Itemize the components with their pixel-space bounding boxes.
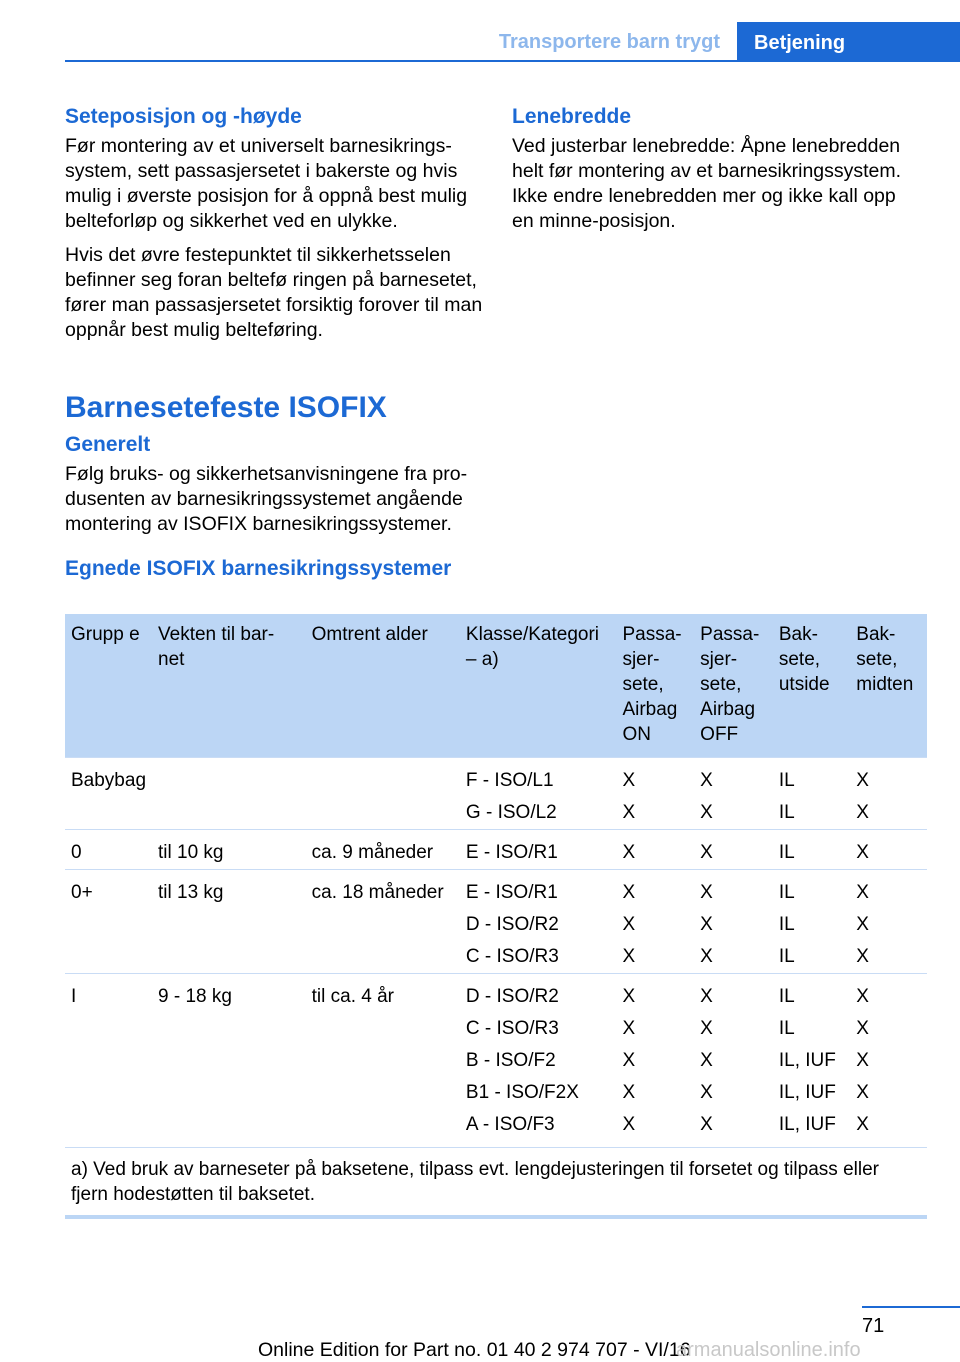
table-cell-age: ca. 18 måneder	[306, 870, 460, 974]
table-cell-on	[616, 758, 694, 830]
table-cell-out	[773, 758, 850, 830]
page-number: 71	[862, 1315, 885, 1337]
table-cell-out	[773, 870, 850, 974]
table-cell-group: I	[65, 974, 152, 1148]
table-cell-line: IL, IUF	[778, 1050, 836, 1071]
header-cell: Passa- sjer- sete, Airbag OFF	[694, 614, 773, 758]
table-cell-line: X	[700, 882, 713, 903]
table-cell-line: C - ISO/R3	[465, 1018, 559, 1039]
table-cell-line: X	[700, 1050, 713, 1071]
table-cell-age	[306, 758, 460, 830]
table-cell-off	[694, 870, 773, 974]
table-cell-line: X	[856, 914, 869, 935]
table-cell-weight	[152, 758, 306, 830]
table-cell-line: IL	[778, 882, 795, 903]
table-cell-line: X	[700, 1018, 713, 1039]
table-cell-line: X	[622, 802, 636, 823]
header-cell: Klasse/Kategori – a)	[460, 614, 617, 758]
heading-backrest-width: Lenebredde	[512, 105, 632, 128]
heading-seat-position: Seteposisjon og -høyde	[65, 105, 302, 128]
left-column	[65, 104, 485, 352]
table-cell-line: IL	[778, 1018, 795, 1039]
table-cell-line: IL	[778, 770, 795, 791]
table-cell-line: X	[856, 1114, 869, 1135]
watermark: armanualsonline.info	[676, 1339, 861, 1361]
table-cell-line: E - ISO/R1	[465, 842, 558, 863]
table-cell-line: X	[856, 770, 869, 791]
table-cell-out	[773, 974, 850, 1148]
table-cell-weight: til 10 kg	[152, 830, 306, 870]
table-cell-group: 0	[65, 830, 152, 870]
table-footnote-row	[65, 1148, 927, 1218]
header-tab[interactable]: Betjening	[737, 22, 960, 62]
paragraph-general: Følg bruks- og sikkerhetsanvisningene fra pro-dusenten av barnesikringssystemet angående montering av ISOFIX barnesikringssystemer.	[65, 463, 468, 535]
table-cell-line: IL, IUF	[778, 1082, 836, 1103]
table-cell-line: IL	[778, 842, 795, 863]
page-number-rule	[862, 1306, 960, 1308]
table-cell-off	[694, 830, 773, 870]
paragraph-seat-2: Hvis det øvre festepunktet til sikkerhetsselen befinner seg foran beltefø ringen på barnesetet, fører man passasjersetet forsiktig forover til man oppnår best mulig belteføring.	[65, 244, 483, 341]
table-cell-cls	[460, 870, 617, 974]
table-cell-line: IL	[778, 802, 795, 823]
table-cell-line: X	[700, 914, 713, 935]
isofix-table	[65, 614, 927, 1219]
table-cell-line: X	[700, 802, 713, 823]
left-column-lower	[65, 390, 485, 586]
table-cell-line: X	[856, 882, 869, 903]
table-cell-off	[694, 758, 773, 830]
table-cell-line: X	[700, 946, 713, 967]
table-cell-on	[616, 830, 694, 870]
table-cell-on	[616, 974, 694, 1148]
table-cell-line: C - ISO/R3	[465, 946, 559, 967]
header-cell: Grupp e	[65, 614, 152, 758]
table-cell-line: X	[856, 1018, 869, 1039]
table-cell-group: 0+	[65, 870, 152, 974]
table-cell-line: X	[856, 1082, 869, 1103]
table-cell-off	[694, 974, 773, 1148]
heading-suitable-systems: Egnede ISOFIX barnesikringssystemer	[65, 557, 452, 580]
table-cell-weight: til 13 kg	[152, 870, 306, 974]
table-cell-age: til ca. 4 år	[306, 974, 460, 1148]
table-cell-line: X	[622, 770, 636, 791]
table-cell-line: A - ISO/F3	[465, 1114, 555, 1135]
table-cell-line: G - ISO/L2	[465, 802, 557, 823]
table-cell-cls	[460, 758, 617, 830]
table-cell-cls	[460, 830, 617, 870]
header-cell: Bak- sete, midten	[850, 614, 927, 758]
table-cell-line: X	[622, 1050, 636, 1071]
table-row	[65, 870, 927, 974]
table-cell-on	[616, 870, 694, 974]
table-cell-group: Babybag	[65, 758, 152, 830]
table-footnote: a) Ved bruk av barneseter på baksetene, tilpass evt. lengdejusteringen til forsetet og tilpass eller fjern hodestøtten til baksetet.	[65, 1148, 927, 1218]
table-cell-mid	[850, 974, 927, 1148]
table-cell-mid	[850, 830, 927, 870]
table-cell-line: X	[622, 1018, 636, 1039]
header-cell: Vekten til bar- net	[152, 614, 306, 758]
heading-general: Generelt	[65, 433, 151, 456]
table-row	[65, 758, 927, 830]
table-cell-weight: 9 - 18 kg	[152, 974, 306, 1148]
table-cell-line: X	[856, 986, 869, 1007]
table-cell-line: X	[622, 946, 636, 967]
table-cell-line: X	[700, 1082, 713, 1103]
header-cell: Bak- sete, utside	[773, 614, 850, 758]
table-cell-line: X	[856, 842, 869, 863]
online-edition: Online Edition for Part no. 01 40 2 974 707 - VI/16	[258, 1339, 691, 1361]
table-cell-line: X	[622, 1082, 636, 1103]
table-cell-age: ca. 9 måneder	[306, 830, 460, 870]
paragraph-backrest: Ved justerbar lenebredde: Åpne lenebredden helt før montering av et barnesikringssystem. Ikke endre lenebredden mer og ikke kall opp en minne-posisjon.	[512, 135, 902, 232]
table-cell-line: X	[700, 842, 713, 863]
table-cell-line: X	[622, 842, 636, 863]
table-cell-line: X	[622, 1114, 636, 1135]
table-cell-line: X	[622, 882, 636, 903]
table-cell-line: B1 - ISO/F2X	[465, 1082, 579, 1103]
table-cell-out	[773, 830, 850, 870]
table-cell-line: D - ISO/R2	[465, 914, 559, 935]
table-cell-line: E - ISO/R1	[465, 882, 558, 903]
table-cell-line: X	[622, 914, 636, 935]
table-cell-mid	[850, 870, 927, 974]
table-cell-line: IL	[778, 914, 795, 935]
right-column	[512, 104, 922, 243]
table-header-row	[65, 614, 927, 758]
table-cell-line: B - ISO/F2	[465, 1050, 556, 1071]
table-cell-line: X	[856, 946, 869, 967]
table-cell-line: X	[700, 770, 713, 791]
table-cell-line: X	[700, 986, 713, 1007]
table-row	[65, 830, 927, 870]
table-cell-cls	[460, 974, 617, 1148]
table-cell-line: X	[622, 986, 636, 1007]
table-cell-line: X	[856, 1050, 869, 1071]
table-cell-line: F - ISO/L1	[465, 770, 554, 791]
table-cell-mid	[850, 758, 927, 830]
table-cell-line: X	[856, 802, 869, 823]
header-cell: Passa- sjer- sete, Airbag ON	[616, 614, 694, 758]
table-cell-line: IL	[778, 986, 795, 1007]
paragraph-seat-1: Før montering av et universelt barnesikrings-system, sett passasjersetet i bakerste og hvis mulig i øverste posisjon for å oppnå best mulig belteforløp og sikkerhet ved en ulykke.	[65, 135, 468, 232]
header-rule	[65, 60, 960, 62]
header-section-title: Transportere barn trygt	[498, 31, 720, 53]
table-cell-line: D - ISO/R2	[465, 986, 559, 1007]
header-cell: Omtrent alder	[306, 614, 460, 758]
table-cell-line: X	[700, 1114, 713, 1135]
table-cell-line: IL	[778, 946, 795, 967]
table-cell-line: IL, IUF	[778, 1114, 836, 1135]
table-row	[65, 974, 927, 1148]
heading-isofix: Barnesetefeste ISOFIX	[65, 391, 387, 424]
